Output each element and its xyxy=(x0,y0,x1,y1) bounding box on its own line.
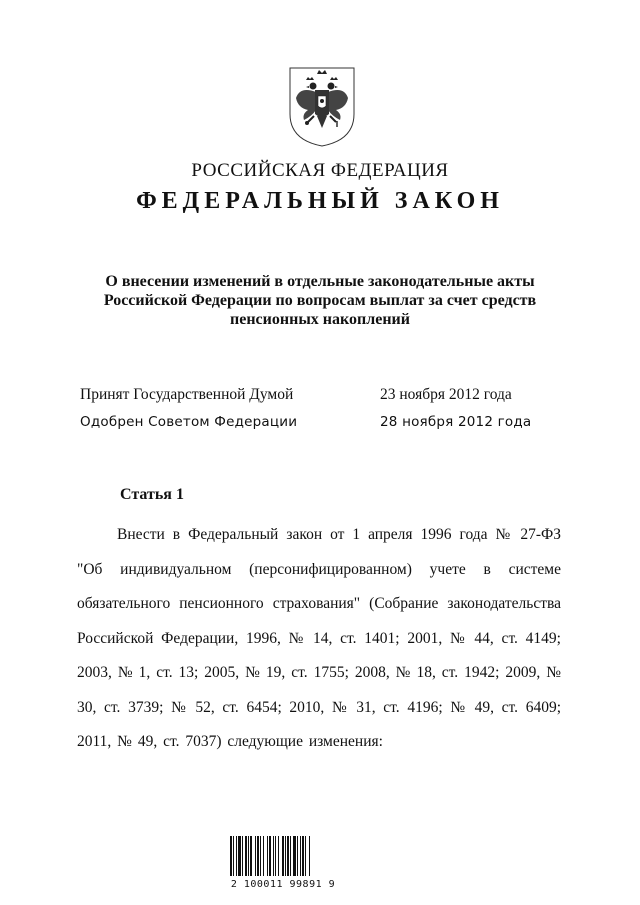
barcode-number: 2 100011 99891 9 xyxy=(230,879,336,890)
adopted-by-duma-label: Принят Государственной Думой xyxy=(80,386,294,403)
article-body: Внести в Федеральный закон от 1 апреля 1996 года № 27-ФЗ "Об индивидуальном (персонифицированном) учете в системе обязательного пенсионного страхования" (Собрание законодательства Российской Федерации, 1996, № 14, ст. 1401; 2001, № 44, ст. 4149; 2003, № 1, ст. 13; 2005, № 19, ст. 1755; 2008, № 18, ст. 1942; 2009, № 30, ст. 3739; № 52, ст. 6454; 2010, № 31, ст. 4196; № 49, ст. 6409; 2011, № 49, ст. 7037) следующие изменения: xyxy=(77,526,561,750)
law-title-line: О внесении изменений в отдельные законодательные акты xyxy=(105,273,535,290)
article-heading: Статья 1 xyxy=(120,486,184,503)
country-name: РОССИЙСКАЯ ФЕДЕРАЦИЯ xyxy=(191,160,449,181)
law-title xyxy=(100,272,540,329)
approved-by-council-label: Одобрен Советом Федерации xyxy=(80,414,298,430)
approved-by-council-date: 28 ноября 2012 года xyxy=(380,414,532,430)
adopted-by-duma-date: 23 ноября 2012 года xyxy=(380,386,512,403)
document-type: ФЕДЕРАЛЬНЫЙ ЗАКОН xyxy=(136,188,504,214)
russian-coat-of-arms-icon xyxy=(286,64,358,148)
barcode-icon xyxy=(230,836,338,876)
law-title-line: Российской Федерации по вопросам выплат за счет средств xyxy=(103,292,537,309)
law-title-line: пенсионных накоплений xyxy=(230,311,410,328)
